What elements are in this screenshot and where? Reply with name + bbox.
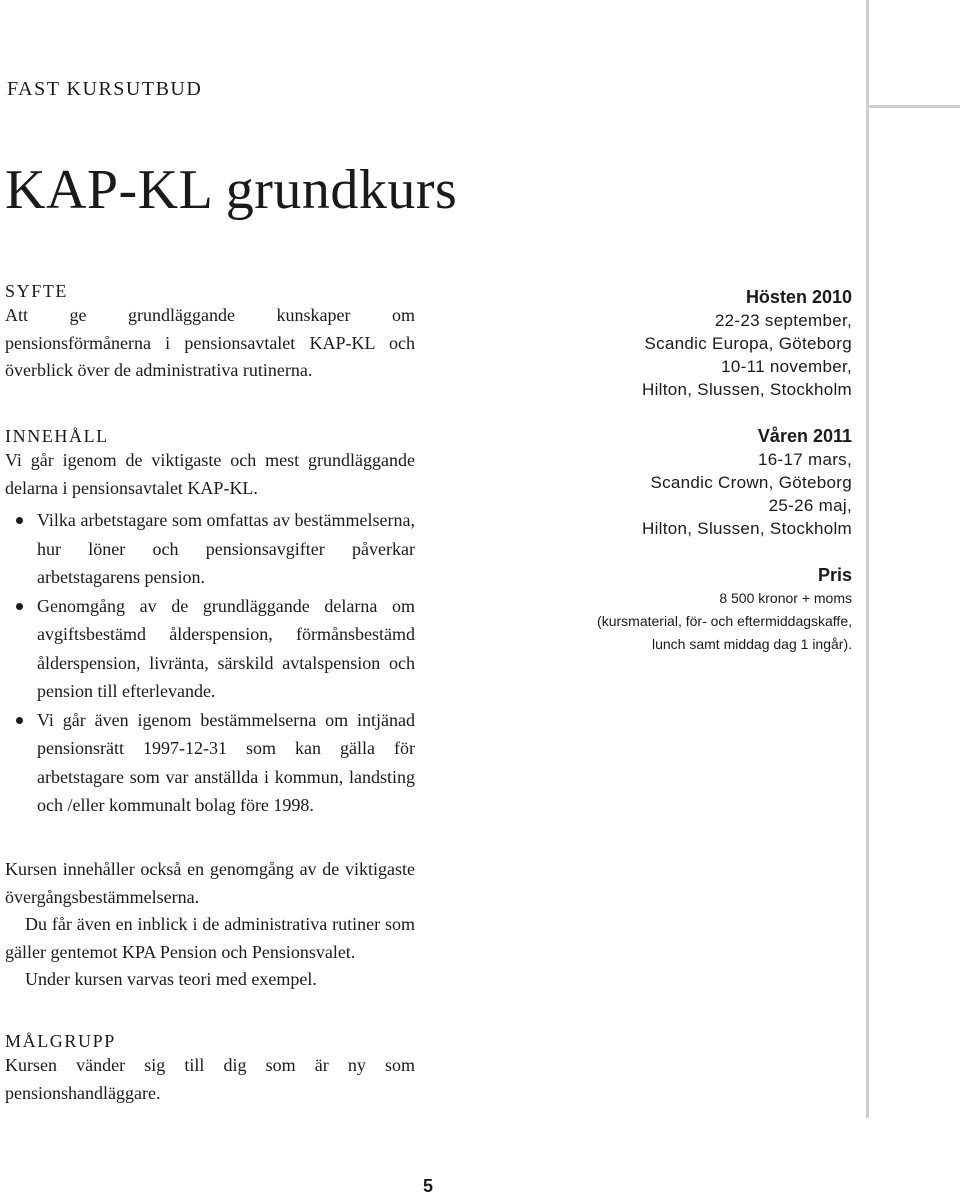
- bullet-icon: [16, 603, 23, 610]
- spring-line: Hilton, Slussen, Stockholm: [642, 519, 852, 538]
- autumn-line: Hilton, Slussen, Stockholm: [642, 380, 852, 399]
- price-line: lunch samt middag dag 1 ingår).: [652, 636, 852, 652]
- price-line: 8 500 kronor + moms: [719, 590, 852, 606]
- extra-paragraph-3: Under kursen varvas teori med exempel.: [25, 969, 317, 989]
- innehall-list: [5, 506, 415, 820]
- schedule-spring: [560, 425, 852, 540]
- innehall-intro: Vi går igenom de viktigaste och mest grundläggande delarna i pensionsavtalet KAP-KL.: [5, 450, 415, 498]
- margin-rule-horizontal: [866, 105, 960, 108]
- list-item: Vi går även igenom bestämmelserna om intjänad pensionsrätt 1997-12-31 som kan gälla för arbetstagare som var anställda i kommun, landsting och /eller kommunalt bolag före 1998.: [5, 706, 415, 820]
- extra-section: [5, 856, 415, 994]
- spring-heading: Våren 2011: [757, 426, 852, 446]
- spring-line: Scandic Crown, Göteborg: [650, 473, 852, 492]
- syfte-section: [5, 280, 415, 385]
- malgrupp-text: Kursen vänder sig till dig som är ny som pensionshandläggare.: [5, 1055, 415, 1103]
- spring-line: 25-26 maj,: [768, 496, 852, 515]
- spring-line: 16-17 mars,: [757, 450, 852, 469]
- autumn-line: 10-11 november,: [721, 357, 852, 376]
- price-line: (kursmaterial, för- och eftermiddagskaffe,: [597, 613, 852, 629]
- extra-paragraph-1: Kursen innehåller också en genomgång av de viktigaste övergångsbestämmelserna.: [5, 859, 415, 907]
- schedule-autumn: [560, 286, 852, 401]
- malgrupp-section: [5, 1030, 415, 1107]
- innehall-section: [5, 425, 415, 820]
- autumn-heading: Hösten 2010: [745, 287, 852, 307]
- innehall-heading: INNEHÅLL: [5, 426, 109, 446]
- page-number: 5: [422, 1176, 433, 1196]
- price-section: [560, 563, 852, 656]
- section-kicker: FAST KURSUTBUD: [7, 78, 203, 100]
- autumn-line: 22-23 september,: [714, 311, 852, 330]
- margin-rule-vertical: [866, 0, 869, 1118]
- bullet-icon: [16, 717, 23, 724]
- list-item: Vilka arbetstagare som omfattas av bestämmelserna, hur löner och pensionsavgifter påverkar arbetstagarens pension.: [5, 506, 415, 592]
- price-heading: Pris: [817, 565, 852, 585]
- extra-paragraph-2: Du får även en inblick i de administrativa rutiner som gäller gentemot KPA Pension och Pensionsvalet.: [5, 914, 415, 962]
- bullet-icon: [16, 517, 23, 524]
- autumn-line: Scandic Europa, Göteborg: [644, 334, 852, 353]
- malgrupp-heading: MÅLGRUPP: [5, 1031, 116, 1051]
- syfte-heading: SYFTE: [5, 281, 69, 301]
- syfte-text: Att ge grundläggande kunskaper om pensionsförmånerna i pensionsavtalet KAP-KL och överblick över de administrativa rutinerna.: [5, 305, 415, 380]
- list-item: Genomgång av de grundläggande delarna om avgiftsbestämd ålderspension, förmånsbestämd ålderspension, livränta, särskild avtalspension och pension till efterlevande.: [5, 592, 415, 706]
- page-title: KAP-KL grundkurs: [5, 159, 458, 221]
